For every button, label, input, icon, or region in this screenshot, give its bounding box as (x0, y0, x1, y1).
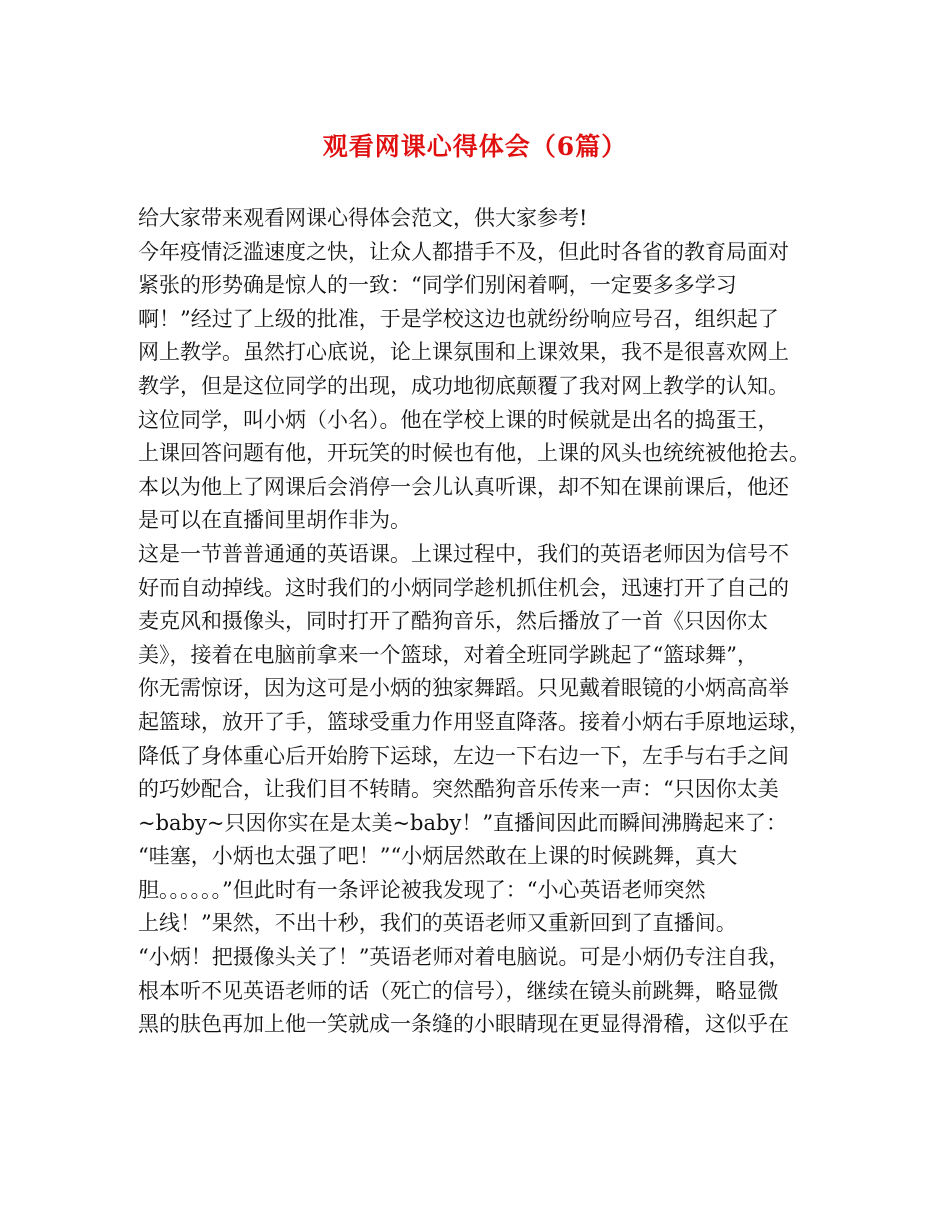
body-line: 好而自动掉线。这时我们的小炳同学趁机抓住机会，迅速打开了自己的 (138, 575, 789, 600)
body-line: 给大家带来观看网课心得体会范文，供大家参考! (138, 206, 588, 230)
body-line: 这位同学，叫小炳（小名）。他在学校上课的时候就是出名的捣蛋王， (138, 407, 779, 432)
document-title: 观看网课心得体会（6篇） (322, 132, 628, 161)
body-line: 你无需惊讶，因为这可是小炳的独家舞蹈。只见戴着眼镜的小炳高高举 (138, 676, 789, 701)
body-line: 的巧妙配合，让我们目不转睛。突然酷狗音乐传来一声：“只因你太美 (138, 777, 779, 802)
body-line: 上课回答问题有他，开玩笑的时候也有他，上课的风头也统统被他抢去。 (138, 441, 810, 466)
body-line: 麦克风和摄像头，同时打开了酷狗音乐，然后播放了一首《只因你太 (138, 609, 768, 634)
body-line: 美》，接着在电脑前拿来一个篮球，对着全班同学跳起了“篮球舞”， (138, 642, 758, 667)
body-line: 胆。。。。。。”但此时有一条评论被我发现了：“小心英语老师突然 (138, 877, 706, 902)
body-line: 降低了身体重心后开始胯下运球，左边一下右边一下，左手与右手之间 (138, 743, 789, 768)
body-line: 今年疫情泛滥速度之快，让众人都措手不及，但此时各省的教育局面对 (138, 239, 789, 264)
body-line: 上线！”果然，不出十秒，我们的英语老师又重新回到了直播间。 (138, 911, 737, 936)
body-line: ~baby~只因你实在是太美~baby！”直播间因此而瞬间沸腾起来了： (138, 810, 788, 835)
body-line: 本以为他上了网课后会消停一会儿认真听课，却不知在课前课后，他还 (138, 474, 789, 499)
body-line: 黑的肤色再加上他一笑就成一条缝的小眼睛现在更显得滑稽，这似乎在 (138, 1012, 789, 1037)
document-body (138, 202, 828, 1042)
body-line: 教学，但是这位同学的出现，成功地彻底颠覆了我对网上教学的认知。 (138, 373, 789, 398)
body-line: 啊！”经过了上级的批准，于是学校这边也就纷纷响应号召，组织起了 (138, 306, 779, 331)
body-line: 紧张的形势确是惊人的一致：“同学们别闲着啊，一定要多多学习 (138, 273, 737, 298)
body-line: “哇塞，小炳也太强了吧！”“小炳居然敢在上课的时候跳舞，真大 (138, 844, 738, 869)
body-line: 根本听不见英语老师的话（死亡的信号），继续在镜头前跳舞，略显微 (138, 978, 779, 1003)
body-line: “小炳！把摄像头关了！”英语老师对着电脑说。可是小炳仍专注自我， (138, 945, 790, 970)
body-line: 网上教学。虽然打心底说，论上课氛围和上课效果，我不是很喜欢网上 (138, 340, 789, 365)
body-line: 是可以在直播间里胡作非为。 (138, 508, 411, 533)
body-line: 起篮球，放开了手，篮球受重力作用竖直降落。接着小炳右手原地运球， (138, 709, 810, 734)
body-line: 这是一节普普通通的英语课。上课过程中，我们的英语老师因为信号不 (138, 541, 789, 566)
